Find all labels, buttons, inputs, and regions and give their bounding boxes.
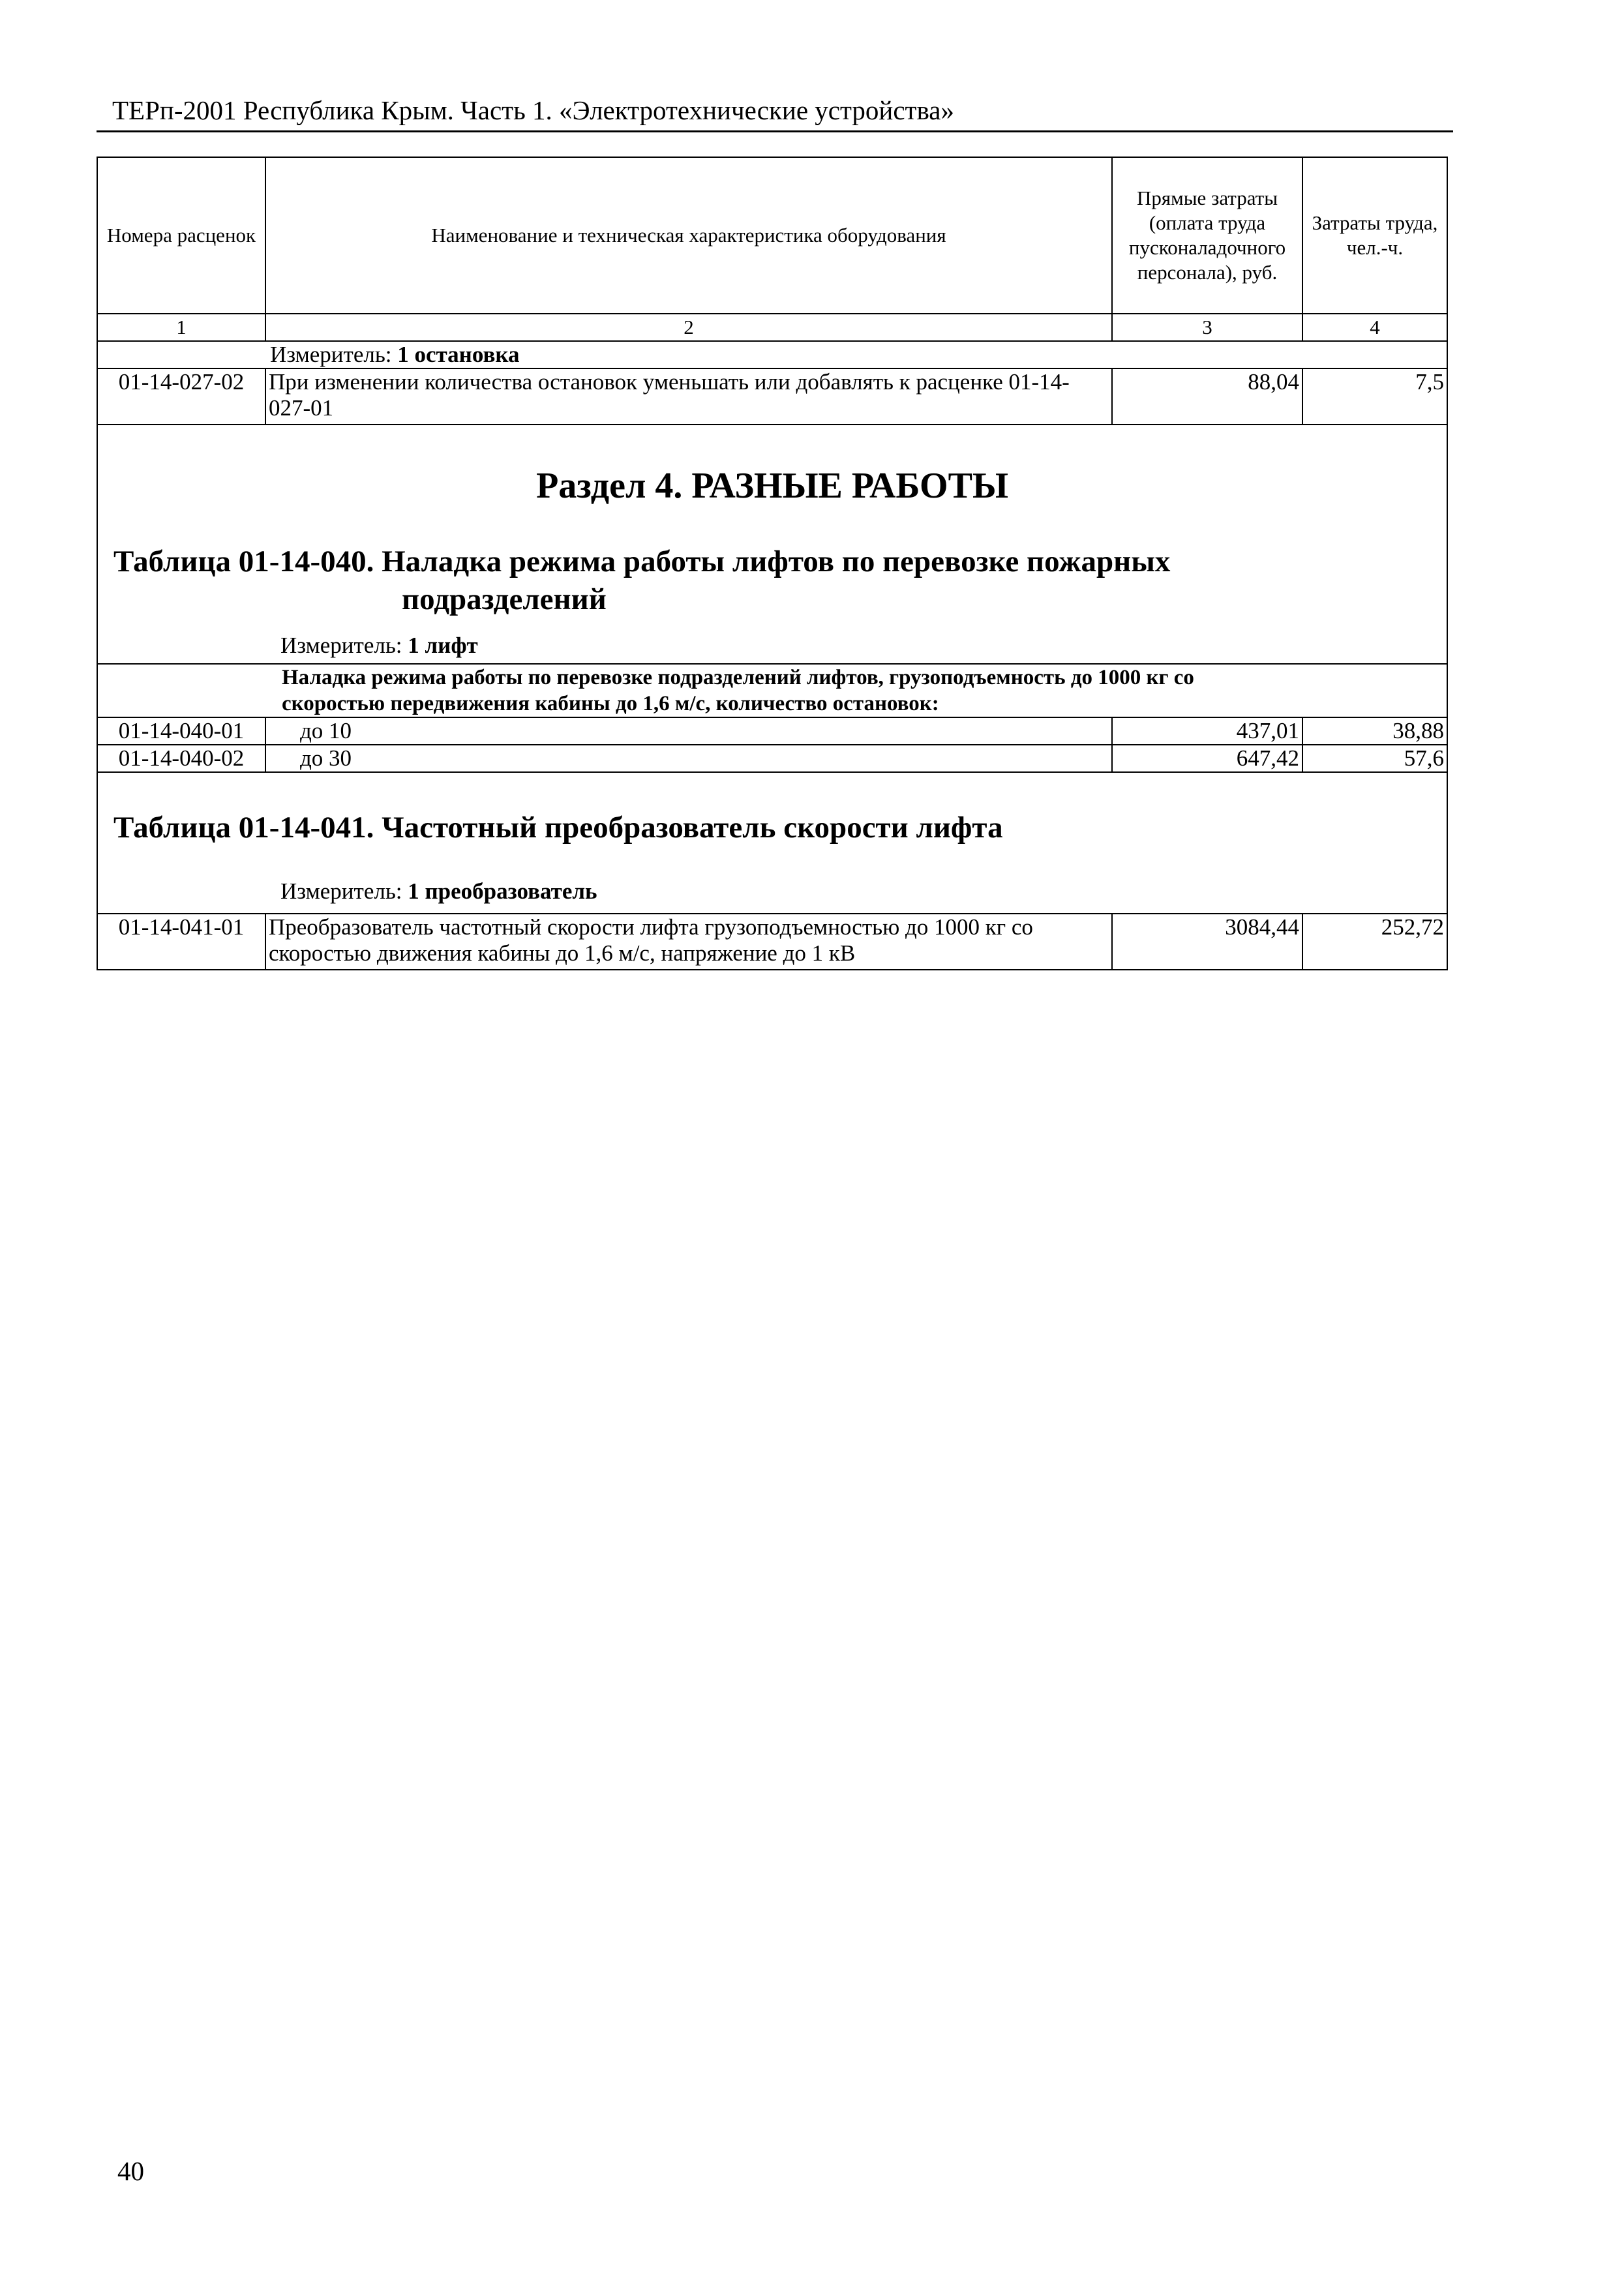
rate-code: 01-14-040-02: [97, 745, 265, 772]
table-041-title: Таблица 01-14-041. Частотный преобразователь скорости лифта: [113, 811, 1003, 845]
header-rule: [97, 130, 1453, 132]
rate-code: 01-14-027-02: [97, 368, 265, 425]
table-040-title-line2: подразделений: [402, 582, 607, 616]
header-col-name: Наименование и техническая характеристика оборудования: [265, 157, 1112, 314]
rate-labor: 7,5: [1302, 368, 1447, 425]
meter-value: 1 лифт: [408, 633, 478, 658]
header-col-direct-costs: Прямые затраты (оплата труда пусконаладочного персонала), руб.: [1112, 157, 1302, 314]
rates-table: [97, 157, 1448, 970]
group-title-row: [97, 664, 1447, 717]
rate-name: При изменении количества остановок уменьшать или добавлять к расценке 01-14-027-01: [265, 368, 1112, 425]
rate-name: Преобразователь частотный скорости лифта грузоподъемностью до 1000 кг со скоростью движения кабины до 1,6 м/с, напряжение до 1 кВ: [265, 914, 1112, 970]
rate-name: до 30: [265, 745, 1112, 772]
header-col-codes: Номера расценок: [97, 157, 265, 314]
page-number: 40: [117, 2156, 144, 2186]
header-col-labor: Затраты труда, чел.-ч.: [1302, 157, 1447, 314]
rate-cost: 647,42: [1112, 745, 1302, 772]
column-number-row: [97, 314, 1447, 341]
rate-code: 01-14-041-01: [97, 914, 265, 970]
section-cell: [97, 425, 1447, 664]
running-header: ТЕРп-2001 Республика Крым. Часть 1. «Электротехнические устройства»: [112, 95, 954, 125]
group-title: Наладка режима работы по перевозке подразделений лифтов, грузоподъемность до 1000 кг со скоростью передвижения кабины до 1,6 м/с, количество остановок:: [97, 664, 1447, 717]
meter-value: 1 остановка: [397, 342, 520, 367]
table-041-title-row: [97, 772, 1447, 914]
col-number: 1: [97, 314, 265, 341]
table-row: [97, 368, 1447, 425]
rate-cost: 437,01: [1112, 717, 1302, 745]
table-row: [97, 745, 1447, 772]
section-row: [97, 425, 1447, 664]
col-number: 4: [1302, 314, 1447, 341]
table-row: [97, 914, 1447, 970]
meter-label: Измеритель:: [280, 878, 402, 904]
rate-labor: 57,6: [1302, 745, 1447, 772]
table-040-title: [113, 543, 1353, 618]
meter-cell: [97, 341, 1447, 368]
meter-label: Измеритель:: [280, 633, 402, 658]
meter-cell-041: [280, 878, 597, 905]
rate-labor: 38,88: [1302, 717, 1447, 745]
rate-labor: 252,72: [1302, 914, 1447, 970]
meter-label: Измеритель:: [270, 342, 392, 367]
col-number: 2: [265, 314, 1112, 341]
table-row: [97, 717, 1447, 745]
col-number: 3: [1112, 314, 1302, 341]
table-040-title-line1: Таблица 01-14-040. Наладка режима работы лифтов по перевозке пожарных: [113, 545, 1171, 578]
rate-cost: 3084,44: [1112, 914, 1302, 970]
meter-value: 1 преобразователь: [408, 878, 597, 904]
rate-cost: 88,04: [1112, 368, 1302, 425]
section-title: Раздел 4. РАЗНЫЕ РАБОТЫ: [536, 466, 1008, 506]
meter-cell-040: [280, 633, 478, 659]
meter-row: [97, 341, 1447, 368]
table-header-row: [97, 157, 1447, 314]
table-041-title-cell: [97, 772, 1447, 914]
rate-name: до 10: [265, 717, 1112, 745]
rate-code: 01-14-040-01: [97, 717, 265, 745]
